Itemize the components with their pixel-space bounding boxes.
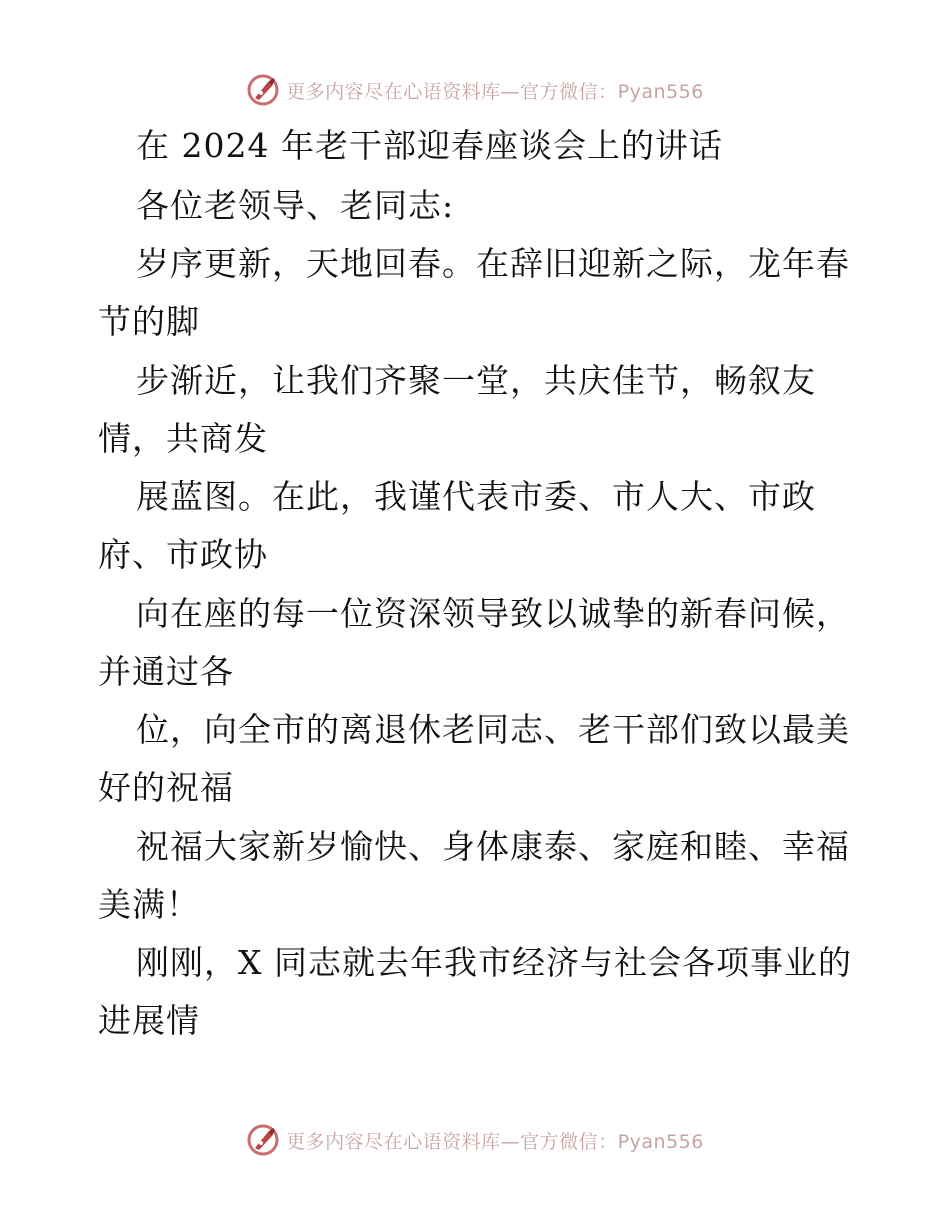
paragraph-line: 美满！ — [98, 885, 200, 924]
watermark-text: 更多内容尽在心语资料库—官方微信：Pyan556 — [286, 1130, 704, 1153]
paragraph-line: 展蓝图。在此，我谨代表市委、市人大、市政 — [136, 477, 816, 516]
salutation: 各位老领导、老同志: — [136, 186, 455, 225]
paragraph-line: 府、市政协 — [98, 535, 268, 574]
document-title: 在 2024 年老干部迎春座谈会上的讲话 — [136, 126, 723, 165]
paragraph-line: 并通过各 — [98, 652, 234, 691]
pen-nib-logo-icon — [246, 1123, 280, 1157]
paragraph-line: 向在座的每一位资深领导致以诚挚的新春问候， — [136, 594, 850, 633]
paragraph-line: 步渐近，让我们齐聚一堂，共庆佳节，畅叙友 — [136, 361, 816, 400]
paragraph-line: 好的祝福 — [98, 768, 234, 807]
watermark-text: 更多内容尽在心语资料库—官方微信：Pyan556 — [286, 80, 704, 103]
paragraph-line: 进展情 — [98, 1001, 200, 1040]
paragraph-line: 祝福大家新岁愉快、身体康泰、家庭和睦、幸福 — [136, 827, 850, 866]
paragraph-line: 岁序更新，天地回春。在辞旧迎新之际，龙年春 — [136, 244, 850, 283]
paragraph-line: 情，共商发 — [98, 419, 268, 458]
paragraph-line: 刚刚，X 同志就去年我市经济与社会各项事业的 — [136, 943, 852, 982]
footer-watermark — [0, 1120, 950, 1160]
paragraph-line: 位，向全市的离退休老同志、老干部们致以最美 — [136, 710, 850, 749]
paragraph-line: 节的脚 — [98, 302, 200, 341]
